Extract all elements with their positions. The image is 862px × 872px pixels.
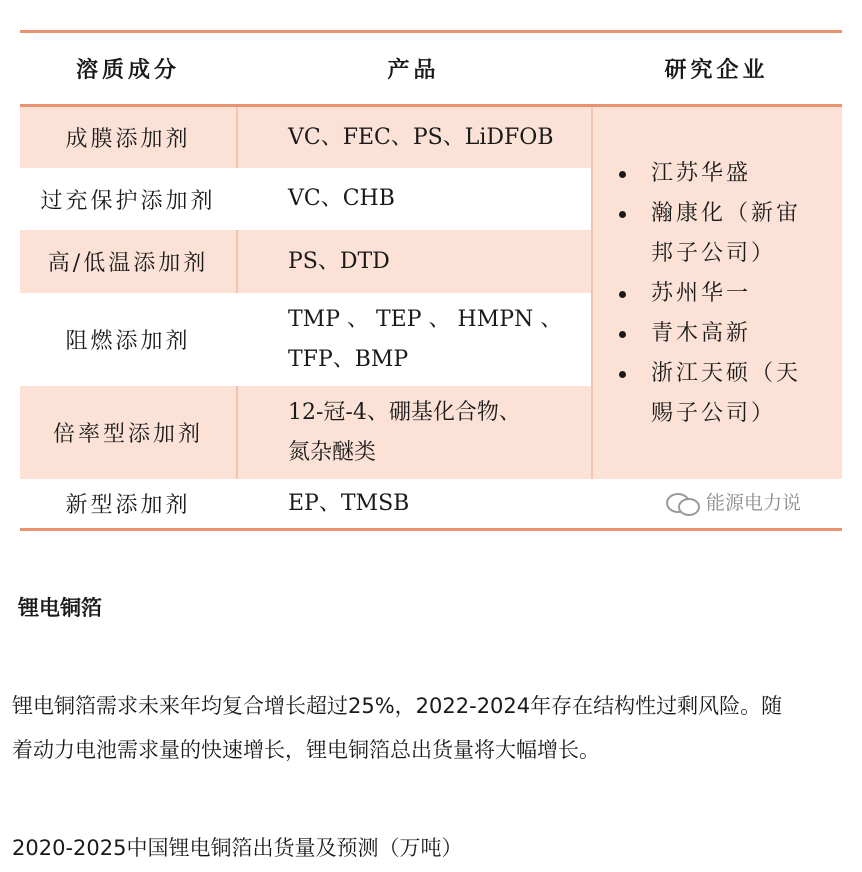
- solute-cell: 阻燃添加剂: [65, 329, 191, 354]
- product-line: 氮杂醚类: [288, 439, 377, 465]
- product-line: VC、CHB: [288, 186, 395, 211]
- company-item: 江苏华盛: [615, 154, 840, 194]
- body-paragraph: [12, 684, 858, 772]
- product-cell: [288, 293, 588, 386]
- product-line: EP、TMSB: [288, 490, 410, 516]
- product-line: 12-冠-4、硼基化合物、: [288, 399, 521, 425]
- company-list: [615, 154, 840, 434]
- solute-cell: 过充保护添加剂: [40, 188, 216, 214]
- company-cell: [591, 107, 842, 479]
- bullet-icon: [619, 371, 626, 378]
- additive-table: [20, 30, 842, 532]
- figure-caption: 2020-2025中国锂电铜箔出货量及预测（万吨）: [12, 836, 463, 860]
- product-cell: [288, 479, 588, 528]
- solute-cell: 高/低温添加剂: [47, 251, 209, 276]
- section-title: 锂电铜箔: [18, 596, 102, 620]
- product-line: VC、FEC、PS、LiDFOB: [288, 124, 554, 150]
- solute-cell: 成膜添加剂: [65, 127, 191, 152]
- table-row: [20, 479, 591, 528]
- paragraph-line: 锂电铜箔需求未来年均复合增长超过25%，2022-2024年存在结构性过剩风险。随: [12, 694, 783, 718]
- header-company: 研究企业: [664, 57, 769, 83]
- bullet-icon: [619, 171, 626, 178]
- company-item: 苏州华一: [615, 274, 840, 314]
- product-line: TFP、BMP: [288, 346, 409, 372]
- company-item: 瀚康化（新宙 邦子公司）: [615, 194, 840, 274]
- product-line: PS、DTD: [288, 248, 390, 274]
- table-bottom-rule: [20, 528, 842, 531]
- table-row: [20, 293, 591, 386]
- product-cell: [288, 107, 588, 168]
- paragraph-line: 着动力电池需求量的快速增长，锂电铜箔总出货量将大幅增长。: [12, 738, 600, 762]
- table-row: [20, 168, 591, 230]
- table-row: [20, 107, 591, 168]
- product-line: TMP 、 TEP 、 HMPN 、: [288, 306, 563, 332]
- wechat-icon: [666, 491, 700, 513]
- watermark: [666, 488, 801, 515]
- product-cell: [288, 386, 588, 479]
- solute-cell: 新型添加剂: [65, 493, 191, 518]
- company-item: 浙江天硕（天 赐子公司）: [615, 354, 840, 434]
- bullet-icon: [619, 291, 626, 298]
- header-solute: 溶质成分: [75, 57, 180, 83]
- product-cell: [288, 168, 588, 230]
- table-row: [20, 386, 591, 479]
- table-row: [20, 230, 591, 293]
- bullet-icon: [619, 211, 626, 218]
- company-item: 青木高新: [615, 314, 840, 354]
- solute-cell: 倍率型添加剂: [52, 422, 203, 447]
- bullet-icon: [619, 331, 626, 338]
- product-cell: [288, 230, 588, 293]
- watermark-text: 能源电力说: [706, 492, 802, 514]
- header-product: 产品: [387, 57, 440, 83]
